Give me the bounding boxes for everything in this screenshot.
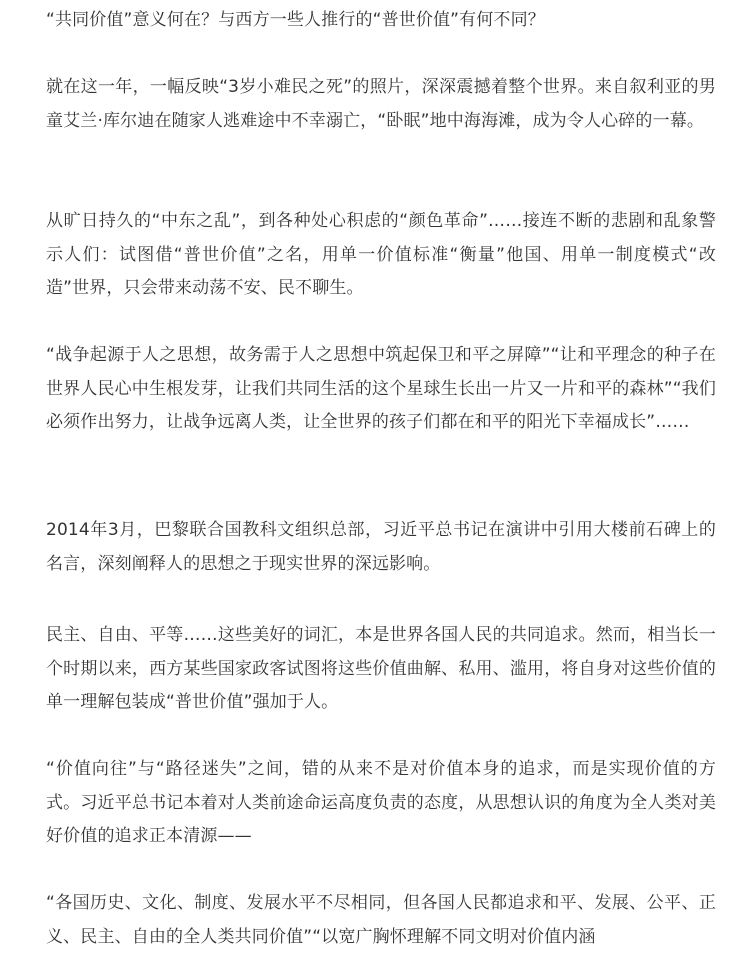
article-paragraph-democracy: 民主、自由、平等……这些美好的词汇，本是世界各国人民的共同追求。然而，相当长一个时期以来，西方某些国家政客试图将这些价值曲解、私用、滥用，将自身对这些价值的单一理解包装成“普世价值”强加于人。 bbox=[46, 625, 716, 712]
article-paragraph-values-path: “价值向往”与“路径迷失”之间，错的从来不是对价值本身的追求，而是实现价值的方式。习近平总书记本着对人类前途命运高度负责的态度，从思想认识的角度为全人类对美好价值的追求正本清源—— bbox=[46, 759, 716, 846]
article-paragraph-refugee-photo: 就在这一年，一幅反映“3岁小难民之死”的照片，深深震撼着整个世界。来自叙利亚的男童艾兰·库尔迪在随家人逃难途中不幸溺亡，“卧眠”地中海海滩，成为令人心碎的一幕。 bbox=[46, 77, 716, 131]
article-paragraph-question: “共同价值”意义何在？与西方一些人推行的“普世价值”有何不同？ bbox=[46, 10, 545, 30]
article-paragraph-war-quote: “战争起源于人之思想，故务需于人之思想中筑起保卫和平之屏障”“让和平理念的种子在世界人民心中生根发芽，让我们共同生活的这个星球生长出一片又一片和平的森林”“我们必须作出努力，让战争远离人类，让全世界的孩子们都在和平的阳光下幸福成长”…… bbox=[46, 345, 716, 432]
article-paragraph-middle-east: 从旷日持久的“中东之乱”，到各种处心积虑的“颜色革命”……接连不断的悲剧和乱象警示人们：试图借“普世价值”之名，用单一价值标准“衡量”他国、用单一制度模式“改造”世界，只会带来动荡不安、民不聊生。 bbox=[46, 211, 716, 298]
article-paragraph-common-values: “各国历史、文化、制度、发展水平不尽相同，但各国人民都追求和平、发展、公平、正义、民主、自由的全人类共同价值”“以宽广胸怀理解不同文明对价值内涵 bbox=[46, 893, 716, 947]
article-paragraph-unesco-speech: 2014年3月，巴黎联合国教科文组织总部，习近平总书记在演讲中引用大楼前石碑上的名言，深刻阐释人的思想之于现实世界的深远影响。 bbox=[46, 520, 716, 574]
